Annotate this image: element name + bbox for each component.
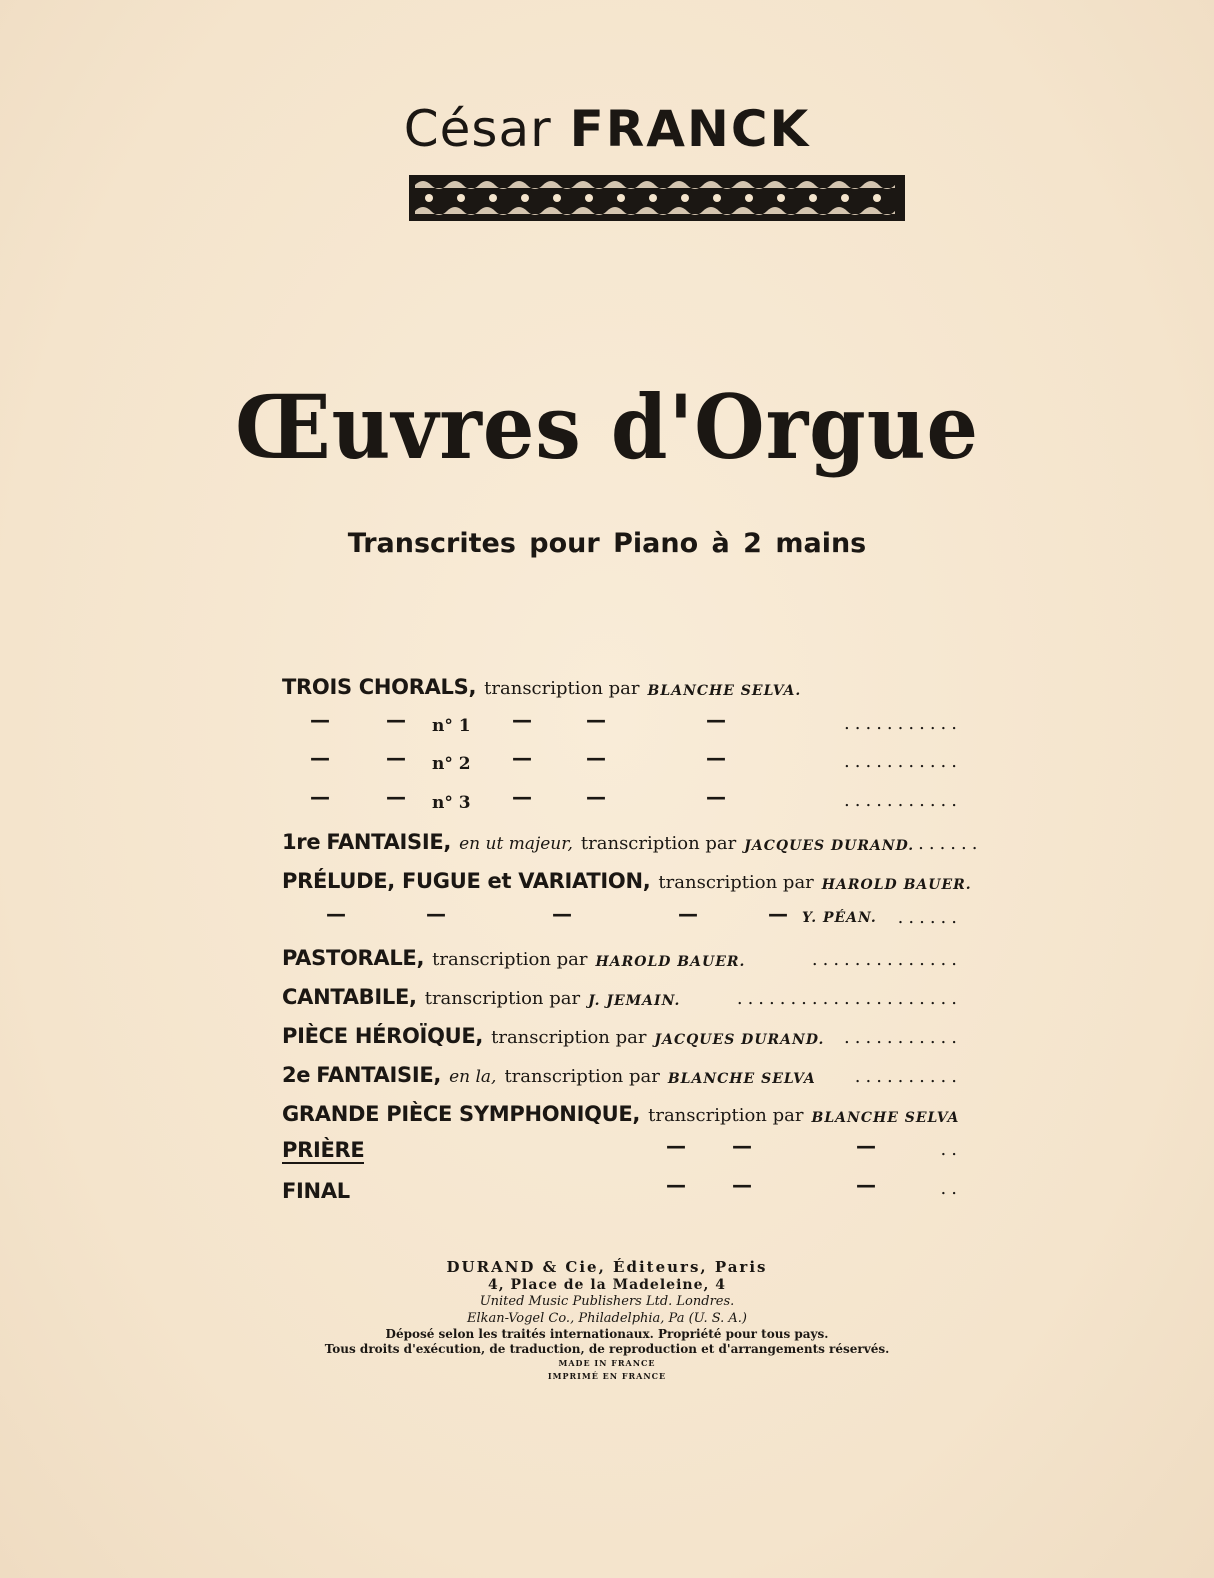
work-title: FINAL	[282, 1179, 350, 1204]
made-in-france: MADE IN FRANCE	[558, 1357, 656, 1368]
list-item	[282, 1126, 962, 1165]
ditto-dash: —	[386, 785, 406, 810]
dot-leader: ..	[940, 1178, 962, 1200]
list-item	[282, 932, 962, 971]
ditto-dash: —	[552, 901, 572, 926]
ditto-dash: —	[586, 785, 606, 810]
transcriber-name: JACQUES DURAND.	[654, 1031, 825, 1048]
publisher-name: DURAND & Cie, Éditeurs, Paris	[446, 1258, 768, 1276]
publisher-address: 4, Place de la Madeleine, 4	[488, 1276, 726, 1293]
list-item	[282, 1164, 962, 1203]
transcription-label: transcription par	[424, 988, 581, 1010]
list-item	[282, 738, 962, 777]
ditto-dash: —	[426, 901, 446, 926]
dot-leader: ...........	[844, 751, 962, 773]
transcriber-name: BLANCHE SELVA	[667, 1070, 816, 1087]
ditto-dash: —	[326, 901, 346, 926]
list-item	[282, 1087, 962, 1126]
list-item	[282, 815, 983, 854]
ditto-dash: —	[856, 1134, 876, 1159]
ditto-dash: —	[666, 1134, 686, 1159]
list-item	[282, 1009, 962, 1048]
transcriber-name: BLANCHE SELVA.	[647, 682, 802, 699]
transcriber-name: JACQUES DURAND.	[744, 837, 915, 854]
chorale-number: n° 3	[432, 793, 471, 814]
dot-leader: ...........	[844, 712, 962, 734]
chorale-number: n° 1	[432, 715, 471, 736]
work-title: TROIS CHORALS,	[282, 674, 477, 699]
dot-leader: ......	[918, 832, 983, 854]
transcription-label: transcription par	[648, 1104, 804, 1126]
transcription-label: transcription par	[580, 832, 737, 854]
transcription-label: transcription par	[658, 871, 814, 893]
chorale-number: n° 2	[432, 754, 471, 775]
ditto-dash: —	[310, 785, 330, 810]
dot-leader: ...........	[844, 790, 962, 812]
subtitle: Transcrites pour Piano à 2 mains	[347, 528, 867, 559]
work-prefix: 1re	[282, 829, 321, 854]
dot-leader: ......	[897, 906, 962, 928]
list-item	[282, 1048, 962, 1087]
ditto-dash: —	[706, 707, 726, 732]
work-title: PIÈCE HÉROÏQUE,	[282, 1023, 484, 1048]
rights-line: Tous droits d'exécution, de traduction, de reproduction et d'arrangements réservés.	[324, 1341, 890, 1356]
work-title: GRANDE PIÈCE SYMPHONIQUE,	[282, 1101, 641, 1126]
work-key: en la,	[449, 1066, 497, 1087]
ditto-dash: —	[706, 785, 726, 810]
list-item	[282, 970, 962, 1009]
ornamental-band	[409, 175, 905, 221]
transcription-label: transcription par	[504, 1065, 660, 1087]
dot-leader: ..............	[811, 949, 962, 971]
transcriber-name: HAROLD BAUER.	[821, 876, 972, 893]
works-list	[282, 660, 983, 1204]
publisher-imprint	[0, 1258, 1214, 1382]
work-prefix: 2e	[282, 1062, 311, 1087]
agent-philadelphia: Elkan-Vogel Co., Philadelphia, Pa (U. S. A.)	[466, 1310, 748, 1326]
transcriber-name: Y. PÉAN.	[802, 909, 877, 926]
ditto-dash: —	[856, 1173, 876, 1198]
transcription-label: transcription par	[432, 949, 588, 971]
ditto-dash: —	[512, 707, 532, 732]
list-item	[282, 776, 962, 815]
dot-leader: ...........	[844, 1026, 962, 1048]
ditto-dash: —	[768, 901, 788, 926]
transcriber-name: J. JEMAIN.	[588, 993, 681, 1010]
agent-london: United Music Publishers Ltd. Londres.	[479, 1294, 735, 1310]
ditto-dash: —	[678, 901, 698, 926]
dot-leader: ..........	[854, 1065, 962, 1087]
list-item	[282, 699, 962, 738]
list-item	[282, 854, 972, 893]
ditto-dash: —	[512, 746, 532, 771]
main-title: Œuvres d'Orgue	[235, 375, 979, 479]
list-item	[282, 660, 962, 699]
transcription-label: transcription par	[484, 677, 640, 699]
ditto-dash: —	[512, 785, 532, 810]
work-title: CANTABILE,	[282, 985, 417, 1010]
composer-last-name: FRANCK	[569, 100, 811, 158]
transcriber-name: BLANCHE SELVA	[811, 1109, 960, 1126]
ditto-dash: —	[586, 707, 606, 732]
dot-leader: ..	[940, 1139, 962, 1161]
ditto-dash: —	[310, 707, 330, 732]
ditto-dash: —	[386, 707, 406, 732]
work-title: PRÉLUDE, FUGUE et VARIATION,	[282, 868, 651, 893]
ditto-dash: —	[706, 746, 726, 771]
work-title: PASTORALE,	[282, 946, 425, 971]
copyright-line: Déposé selon les traités internationaux. Propriété pour tous pays.	[385, 1326, 829, 1341]
transcription-label: transcription par	[491, 1026, 647, 1048]
ditto-dash: —	[386, 746, 406, 771]
transcriber-name: HAROLD BAUER.	[595, 954, 746, 971]
list-item	[282, 893, 962, 932]
ditto-dash: —	[732, 1134, 752, 1159]
ditto-dash: —	[666, 1173, 686, 1198]
work-key: en ut majeur,	[459, 833, 573, 854]
composer-first-name: César	[403, 100, 552, 158]
dot-leader: .....................	[736, 988, 962, 1010]
printed-in-france: IMPRIMÉ EN FRANCE	[547, 1370, 667, 1381]
composer-name	[0, 100, 1214, 158]
work-title: FANTAISIE,	[316, 1062, 442, 1087]
ditto-dash: —	[310, 746, 330, 771]
ditto-dash: —	[732, 1173, 752, 1198]
work-title: FANTAISIE,	[326, 829, 452, 854]
ditto-dash: —	[586, 746, 606, 771]
work-title: PRIÈRE	[282, 1138, 365, 1163]
